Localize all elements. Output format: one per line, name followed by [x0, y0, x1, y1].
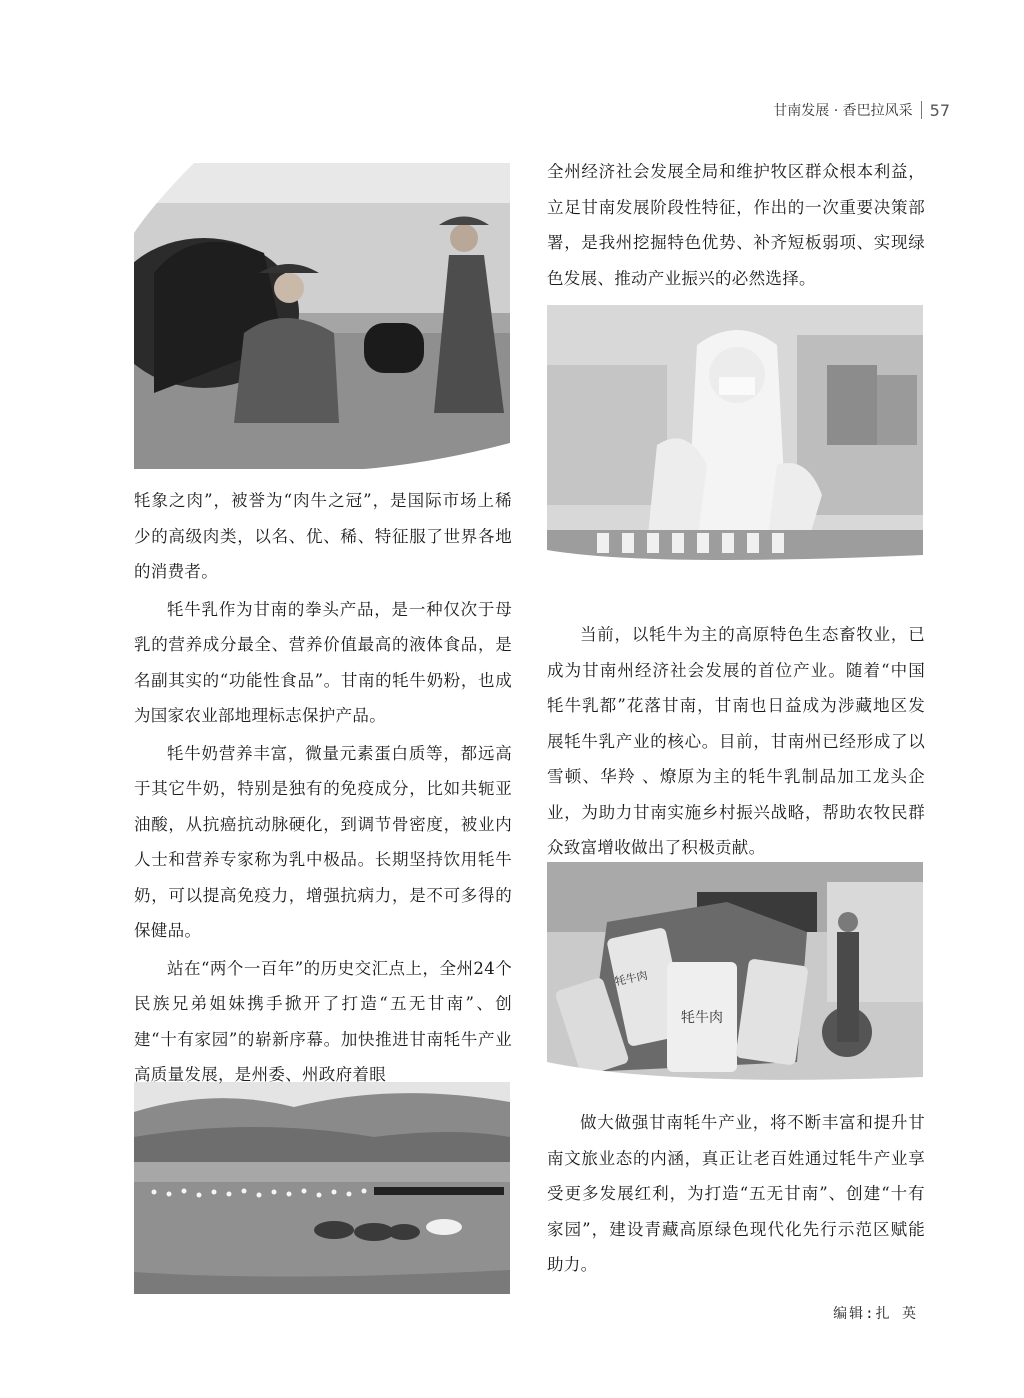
right-text-middle	[547, 615, 925, 866]
running-header	[773, 100, 950, 120]
page-number: 57	[929, 100, 950, 120]
right-text-bottom	[547, 1103, 925, 1283]
left-text-column	[134, 483, 512, 1093]
paragraph: 牦牛乳作为甘南的拳头产品，是一种仅次于母乳的营养成分最全、营养价值最高的液体食品，是名副其实的“功能性食品”。甘南的牦牛奶粉，也成为国家农业部地理标志保护产品。	[134, 599, 512, 725]
paragraph: 牦象之肉”，被誉为“肉牛之冠”，是国际市场上稀少的高级肉类，以名、优、稀、特征服了世界各地的消费者。	[134, 491, 512, 581]
packet-label-icon-2: 牦牛肉	[613, 968, 649, 989]
photo-grassland-horses	[134, 1082, 510, 1294]
header-title: 甘南发展 · 香巴拉风采	[773, 103, 913, 119]
header-divider	[921, 101, 922, 119]
paragraph: 牦牛奶营养丰富，微量元素蛋白质等，都远高于其它牛奶，特别是独有的免疫成分，比如共轭亚油酸，从抗癌抗动脉硬化，到调节骨密度，被业内人士和营养专家称为乳中极品。长期坚持饮用牦牛奶，可以提高免疫力，增强抗病力，是不可多得的保健品。	[134, 743, 512, 940]
photo-yak-milking	[134, 163, 510, 469]
paragraph: 全州经济社会发展全局和维护牧区群众根本利益，立足甘南发展阶段性特征，作出的一次重要决策部署，是我州挖掘特色优势、补齐短板弱项、实现绿色发展、推动产业振兴的必然选择。	[547, 162, 925, 288]
packet-label-icon: 牦牛肉	[681, 1010, 723, 1026]
paragraph: 做大做强甘南牦牛产业，将不断丰富和提升甘南文旅业态的内涵，真正让老百姓通过牦牛产业享受更多发展红利，为打造“五无甘南”、创建“十有家园”，建设青藏高原绿色现代化先行示范区赋能助力。	[547, 1113, 925, 1274]
paragraph: 当前，以牦牛为主的高原特色生态畜牧业，已成为甘南州经济社会发展的首位产业。随着“中国牦牛乳都”花落甘南，甘南也日益成为涉藏地区发展牦牛乳产业的核心。目前，甘南州已经形成了以雪顿、华羚 、燎原为主的牦牛乳制品加工龙头企业，为助力甘南实施乡村振兴战略，帮助农牧民群众致富增收做出了积极贡献。	[547, 625, 925, 857]
right-text-top	[547, 154, 925, 296]
paragraph: 站在“两个一百年”的历史交汇点上，全州24个民族兄弟姐妹携手掀开了打造“五无甘南”、创建“十有家园”的崭新序幕。加快推进甘南牦牛产业高质量发展，是州委、州政府着眼	[134, 958, 512, 1084]
photo-yak-products	[547, 862, 923, 1094]
photo-factory-worker	[547, 305, 923, 577]
editor-credit: 编辑:扎 英	[833, 1306, 918, 1322]
